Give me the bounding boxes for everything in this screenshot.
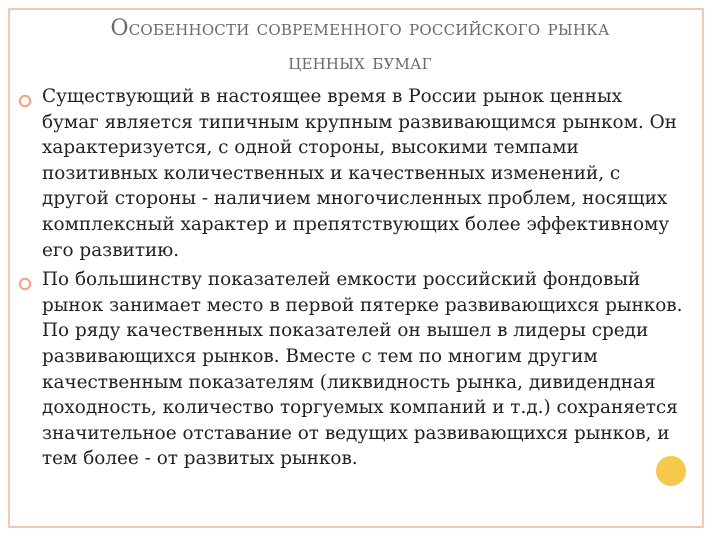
bullet-list	[14, 84, 684, 472]
bullet-item-2	[14, 267, 684, 472]
bullet-ring-icon	[18, 90, 32, 104]
bullet-ring-icon	[18, 273, 32, 287]
bullet-text-2: По большинству показателей емкости российский фондовый рынок занимает место в первой пятерке развивающихся рынков. По ряду качественных показателей он вышел в лидеры среди развивающихся рынков. Вместе с тем по многим другим качественным показателям (ликвидность рынка, дивидендная доходность, количество торгуемых компаний и т.д.) сохраняется значительное отставание от ведущих развивающихся рынков, и тем более - от развитых рынков.	[42, 269, 683, 470]
bullet-text-1: Существующий в настоящее время в России рынок ценных бумаг является типичным крупным развивающимся рынком. Он характеризуется, с одной стороны, высокими темпами позитивных количественных и качественных изменений, с другой стороны - наличием многочисленных проблем, носящих комплексный характер и препятствующих более эффективному его развитию.	[42, 86, 677, 261]
slide-title-line-1: Особенности современного российского рынка	[110, 16, 610, 41]
slide-title-line-2: ценных бумаг	[288, 50, 432, 75]
slide-title	[40, 12, 680, 80]
accent-dot	[656, 456, 686, 486]
bullet-item-1	[14, 84, 684, 263]
